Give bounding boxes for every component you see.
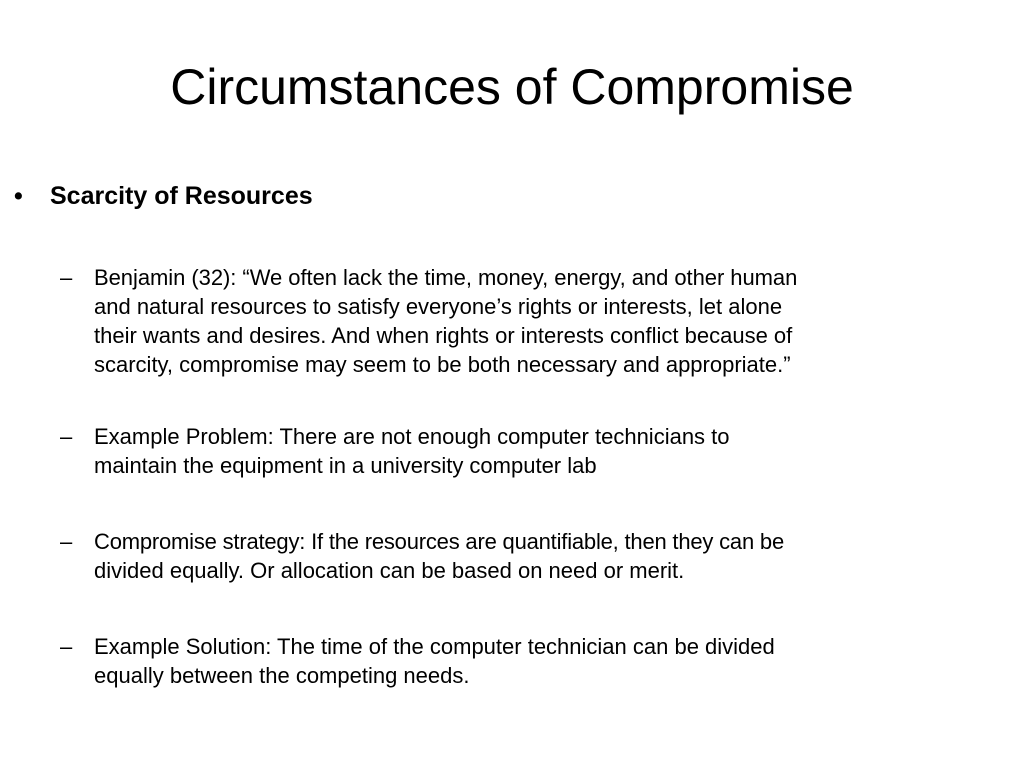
dash-marker: – (60, 634, 73, 659)
text-line: Benjamin (32): “We often lack the time, money, energy, and other human (94, 265, 798, 290)
text-line: maintain the equipment in a university computer lab (94, 453, 597, 478)
bullet-marker: • (14, 182, 23, 210)
dash-marker: – (60, 265, 73, 290)
text-line: and natural resources to satisfy everyone’s rights or interests, let alone (94, 294, 783, 319)
text-line: equally between the competing needs. (94, 663, 470, 688)
dash-marker: – (60, 529, 73, 554)
sub-item-text (94, 263, 1020, 379)
sub-item-text (94, 422, 1020, 480)
text-line: divided equally. Or allocation can be based on need or merit. (94, 558, 685, 583)
bullet-label: Scarcity of Resources (50, 182, 313, 210)
sub-item-text (94, 527, 1020, 585)
sub-item-text (94, 632, 1020, 690)
text-line: their wants and desires. And when rights or interests conflict because of (94, 323, 793, 348)
text-line: Example Problem: There are not enough computer technicians to (94, 424, 730, 449)
text-line: Example Solution: The time of the computer technician can be divided (94, 634, 775, 659)
dash-marker: – (60, 424, 73, 449)
slide-title: Circumstances of Compromise (170, 59, 854, 115)
text-line: scarcity, compromise may seem to be both necessary and appropriate.” (94, 352, 791, 377)
text-line: Compromise strategy: If the resources are quantifiable, then they can be (94, 529, 784, 554)
